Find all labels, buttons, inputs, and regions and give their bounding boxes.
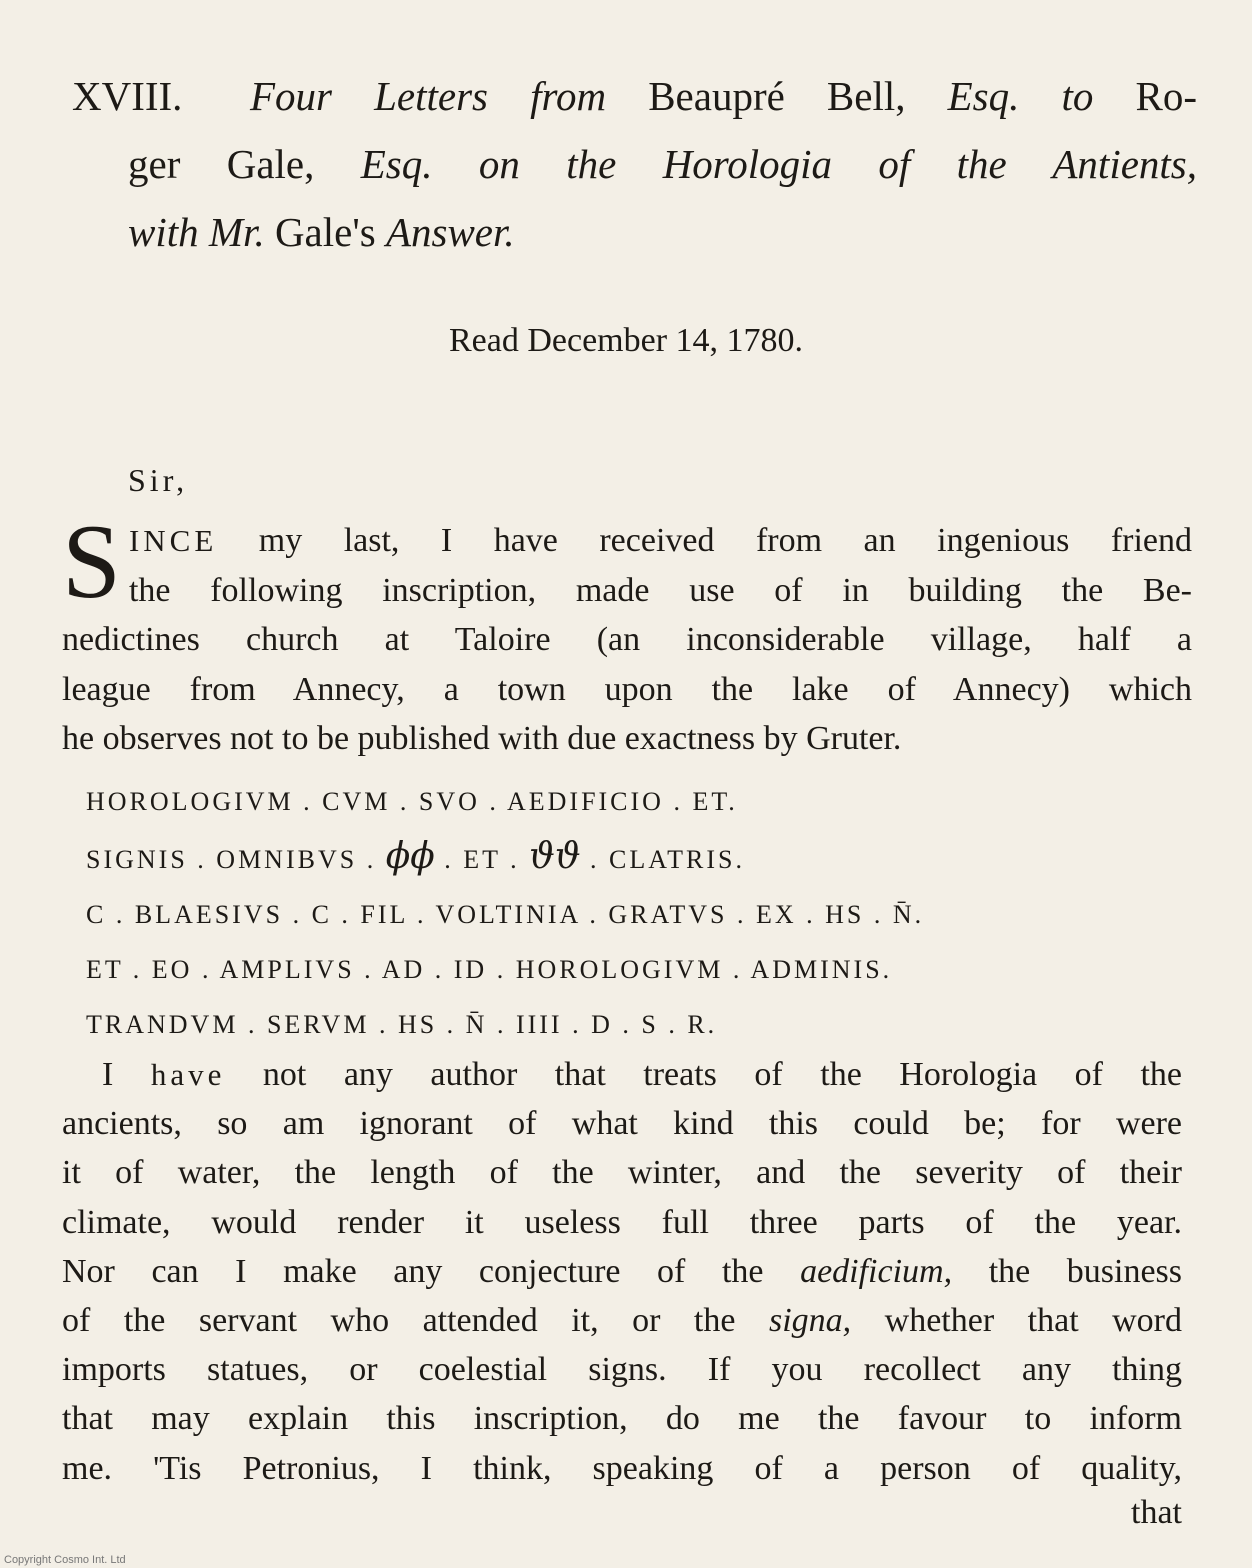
text-line: the following inscription, made use of in building the Be-: [128, 571, 1192, 609]
text-line: nedictines church at Taloire (an inconsiderable village, half a: [62, 621, 1192, 658]
text-line: Nor can I make any conjecture of the aedificium, the business: [62, 1252, 1183, 1290]
text-line: it of water, the length of the winter, and the severity of their: [62, 1154, 1182, 1192]
catchword: that: [1131, 1494, 1182, 1531]
salutation: Sir,: [128, 462, 189, 498]
heading-text: Beaupré Bell,: [648, 73, 906, 119]
article-heading: [72, 62, 1197, 266]
inscription-row: TRANDVM . SERVM . HS . N̄ . IIII . D . S . R.: [86, 1010, 718, 1039]
heading-text: Esq. to: [947, 73, 1094, 119]
latin-inscription: [86, 774, 1186, 1052]
letter-paragraph-1: [62, 503, 1193, 764]
text-line: he observes not to be published with due exactness by Gruter.: [62, 720, 902, 757]
text-line: imports statues, or coelestial signs. If you recollect any thing: [62, 1351, 1182, 1389]
inscription-row: ET . EO . AMPLIVS . AD . ID . HOROLOGIVM . ADMINIS.: [86, 955, 893, 984]
heading-text: Ro-: [1135, 73, 1198, 119]
heading-text: Answer.: [385, 209, 515, 255]
inscription-row: HOROLOGIVM . CVM . SVO . AEDIFICIO . ET.: [86, 787, 738, 816]
heading-text: Four Letters from: [250, 73, 607, 119]
inscription-row: SIGNIS . OMNIBVS . ϕϕ . ET . ϑϑ . CLATRIS.: [86, 836, 746, 877]
inscription-row: C . BLAESIVS . C . FIL . VOLTINIA . GRATVS . EX . HS . N̄.: [86, 900, 925, 929]
text-line: that may explain this inscription, do me the favour to inform: [62, 1400, 1182, 1438]
drop-cap: S: [62, 503, 121, 620]
symbol-glyph: ϑϑ: [529, 836, 581, 877]
heading-line-2: [72, 130, 1197, 198]
text-line: me. 'Tis Petronius, I think, speaking of a person of quality,: [62, 1449, 1182, 1487]
heading-text: Esq. on the Horologia of the Antients,: [360, 141, 1198, 187]
copyright-notice: Copyright Cosmo Int. Ltd: [4, 1554, 126, 1566]
text-line: of the servant who attended it, or the signa, whether that word: [62, 1302, 1183, 1340]
heading-text: Gale's: [274, 209, 376, 255]
read-date: Read December 14, 1780.: [448, 322, 804, 359]
heading-text: with Mr.: [128, 209, 265, 255]
text-line: INCE my last, I have received from an ingenious friend: [128, 522, 1193, 559]
text-line: ancients, so am ignorant of what kind this could be; for were: [62, 1105, 1182, 1143]
text-line: league from Annecy, a town upon the lake of Annecy) which: [62, 670, 1192, 708]
letter-paragraph-2: [62, 1050, 1182, 1493]
article-number: XVIII.: [72, 73, 183, 119]
heading-line-3: [72, 198, 1197, 266]
text-line: I have not any author that treats of the Horologia of the: [102, 1056, 1183, 1093]
heading-line-1: [72, 62, 1197, 130]
text-line: climate, would render it useless full three parts of the year.: [62, 1203, 1182, 1241]
symbol-glyph: ϕϕ: [385, 836, 435, 877]
heading-text: ger Gale,: [128, 141, 315, 187]
